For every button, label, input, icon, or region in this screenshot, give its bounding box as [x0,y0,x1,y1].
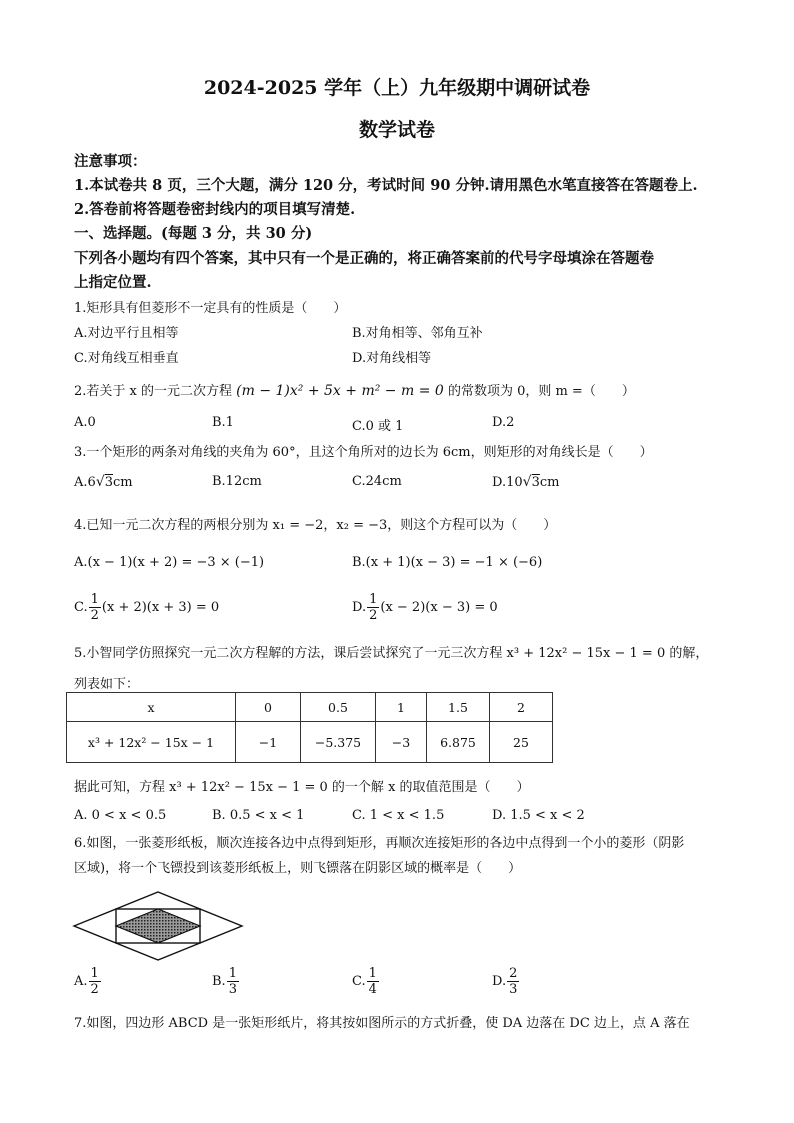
table-cell: 0 [236,693,301,722]
q4-option-a: A.(x − 1)(x + 2) = −3 × (−1) [74,555,265,570]
table-cell: 1 [376,693,427,722]
q2-stem-pre: 2.若关于 x 的一元二次方程 [74,384,232,399]
q3-option-c: C.24cm [352,474,402,489]
q6-line-2: 区域)，将一个飞镖投到该菱形纸板上，则飞镖落在阴影区域的概率是（ ） [74,861,522,876]
q6-option-c: C. $\frac{1}{4}$ [352,966,377,997]
q5-option-a: A. 0 < x < 0.5 [74,808,167,823]
q4-option-b: B.(x + 1)(x − 3) = −1 × (−6) [352,555,543,570]
page-title: 2024-2025 学年（上）九年级期中调研试卷 [203,77,591,99]
rhombus-figure [72,890,244,962]
section-intro-1: 下列各小题均有四个答案，其中只有一个是正确的，将正确答案前的代号字母填涂在答题卷 [74,250,654,267]
section-heading: 一、选择题。(每题 3 分，共 30 分) [74,225,313,242]
table-cell: 0.5 [301,693,376,722]
q3-option-a: A.6√3cm [74,474,133,490]
q1-stem: 1.矩形具有但菱形不一定具有的性质是（ ） [74,301,347,316]
table-cell: x³ + 12x² − 15x − 1 [67,722,236,763]
q3-option-d: D.10√3cm [492,474,560,490]
q1-option-a: A.对边平行且相等 [74,326,179,341]
q6-line-1: 6.如图，一张菱形纸板，顺次连接各边中点得到矩形，再顺次连接矩形的各边中点得到一个小的菱形（阴影 [74,836,685,851]
q2-equation: (m − 1)x² + 5x + m² − m = 0 [236,383,444,399]
q7-line-1: 7.如图，四边形 ABCD 是一张矩形纸片，将其按如图所示的方式折叠，使 DA 边落在 DC 边上，点 A 落在 [74,1016,690,1031]
q5-option-c: C. 1 < x < 1.5 [352,808,445,823]
q4-option-d: D. $\frac{1}{2}$ (x − 2)(x − 3) = 0 [352,592,498,623]
q2-option-a: A.0 [74,415,96,430]
q5-table [66,692,553,763]
notice-heading: 注意事项： [74,153,147,170]
table-cell: −5.375 [301,722,376,763]
q1-option-c: C.对角线互相垂直 [74,351,179,366]
q5-after: 据此可知，方程 x³ + 12x² − 15x − 1 = 0 的一个解 x 的取值范围是（ ） [74,780,530,795]
table-cell: 2 [490,693,553,722]
table-row [67,722,553,763]
q6-option-a: A. $\frac{1}{2}$ [74,966,99,997]
notice-line-1: 1.本试卷共 8 页，三个大题，满分 120 分，考试时间 90 分钟.请用黑色水笔直接答在答题卷上. [74,177,698,194]
table-cell: x [67,693,236,722]
table-cell: 6.875 [427,722,490,763]
table-row [67,693,553,722]
q1-option-d: D.对角线相等 [352,351,432,366]
page-subtitle: 数学试卷 [358,119,435,141]
q2-stem-post: 的常数项为 0，则 m =（ ） [447,384,635,399]
q5-option-b: B. 0.5 < x < 1 [212,808,305,823]
q5-option-d: D. 1.5 < x < 2 [492,808,585,823]
q5-stem: 5.小智同学仿照探究一元二次方程解的方法，课后尝试探究了一元三次方程 x³ + 12x² − 15x − 1 = 0 的解， [74,646,709,661]
q2-option-c: C.0 或 1 [352,419,404,434]
q6-option-b: B. $\frac{1}{3}$ [212,966,237,997]
table-cell: −1 [236,722,301,763]
q6-option-d: D. $\frac{2}{3}$ [492,966,518,997]
table-cell: 1.5 [427,693,490,722]
q2-stem [74,380,635,399]
table-cell: −3 [376,722,427,763]
q4-option-c: C. $\frac{1}{2}$ (x + 2)(x + 3) = 0 [74,592,220,623]
section-intro-2: 上指定位置. [74,274,152,291]
q3-option-b: B.12cm [212,474,262,489]
table-cell: 25 [490,722,553,763]
q2-option-d: D.2 [492,415,515,430]
q4-stem: 4.已知一元二次方程的两根分别为 x₁ = −2，x₂ = −3，则这个方程可以为（ ） [74,518,557,533]
q1-option-b: B.对角相等、邻角互补 [352,326,483,341]
q2-option-b: B.1 [212,415,234,430]
q3-stem: 3.一个矩形的两条对角线的夹角为 60°，且这个角所对的边长为 6cm，则矩形的对角线长是（ ） [74,445,653,460]
notice-line-2: 2.答卷前将答题卷密封线内的项目填写清楚. [74,201,356,218]
q5-stem-2: 列表如下： [74,677,140,692]
